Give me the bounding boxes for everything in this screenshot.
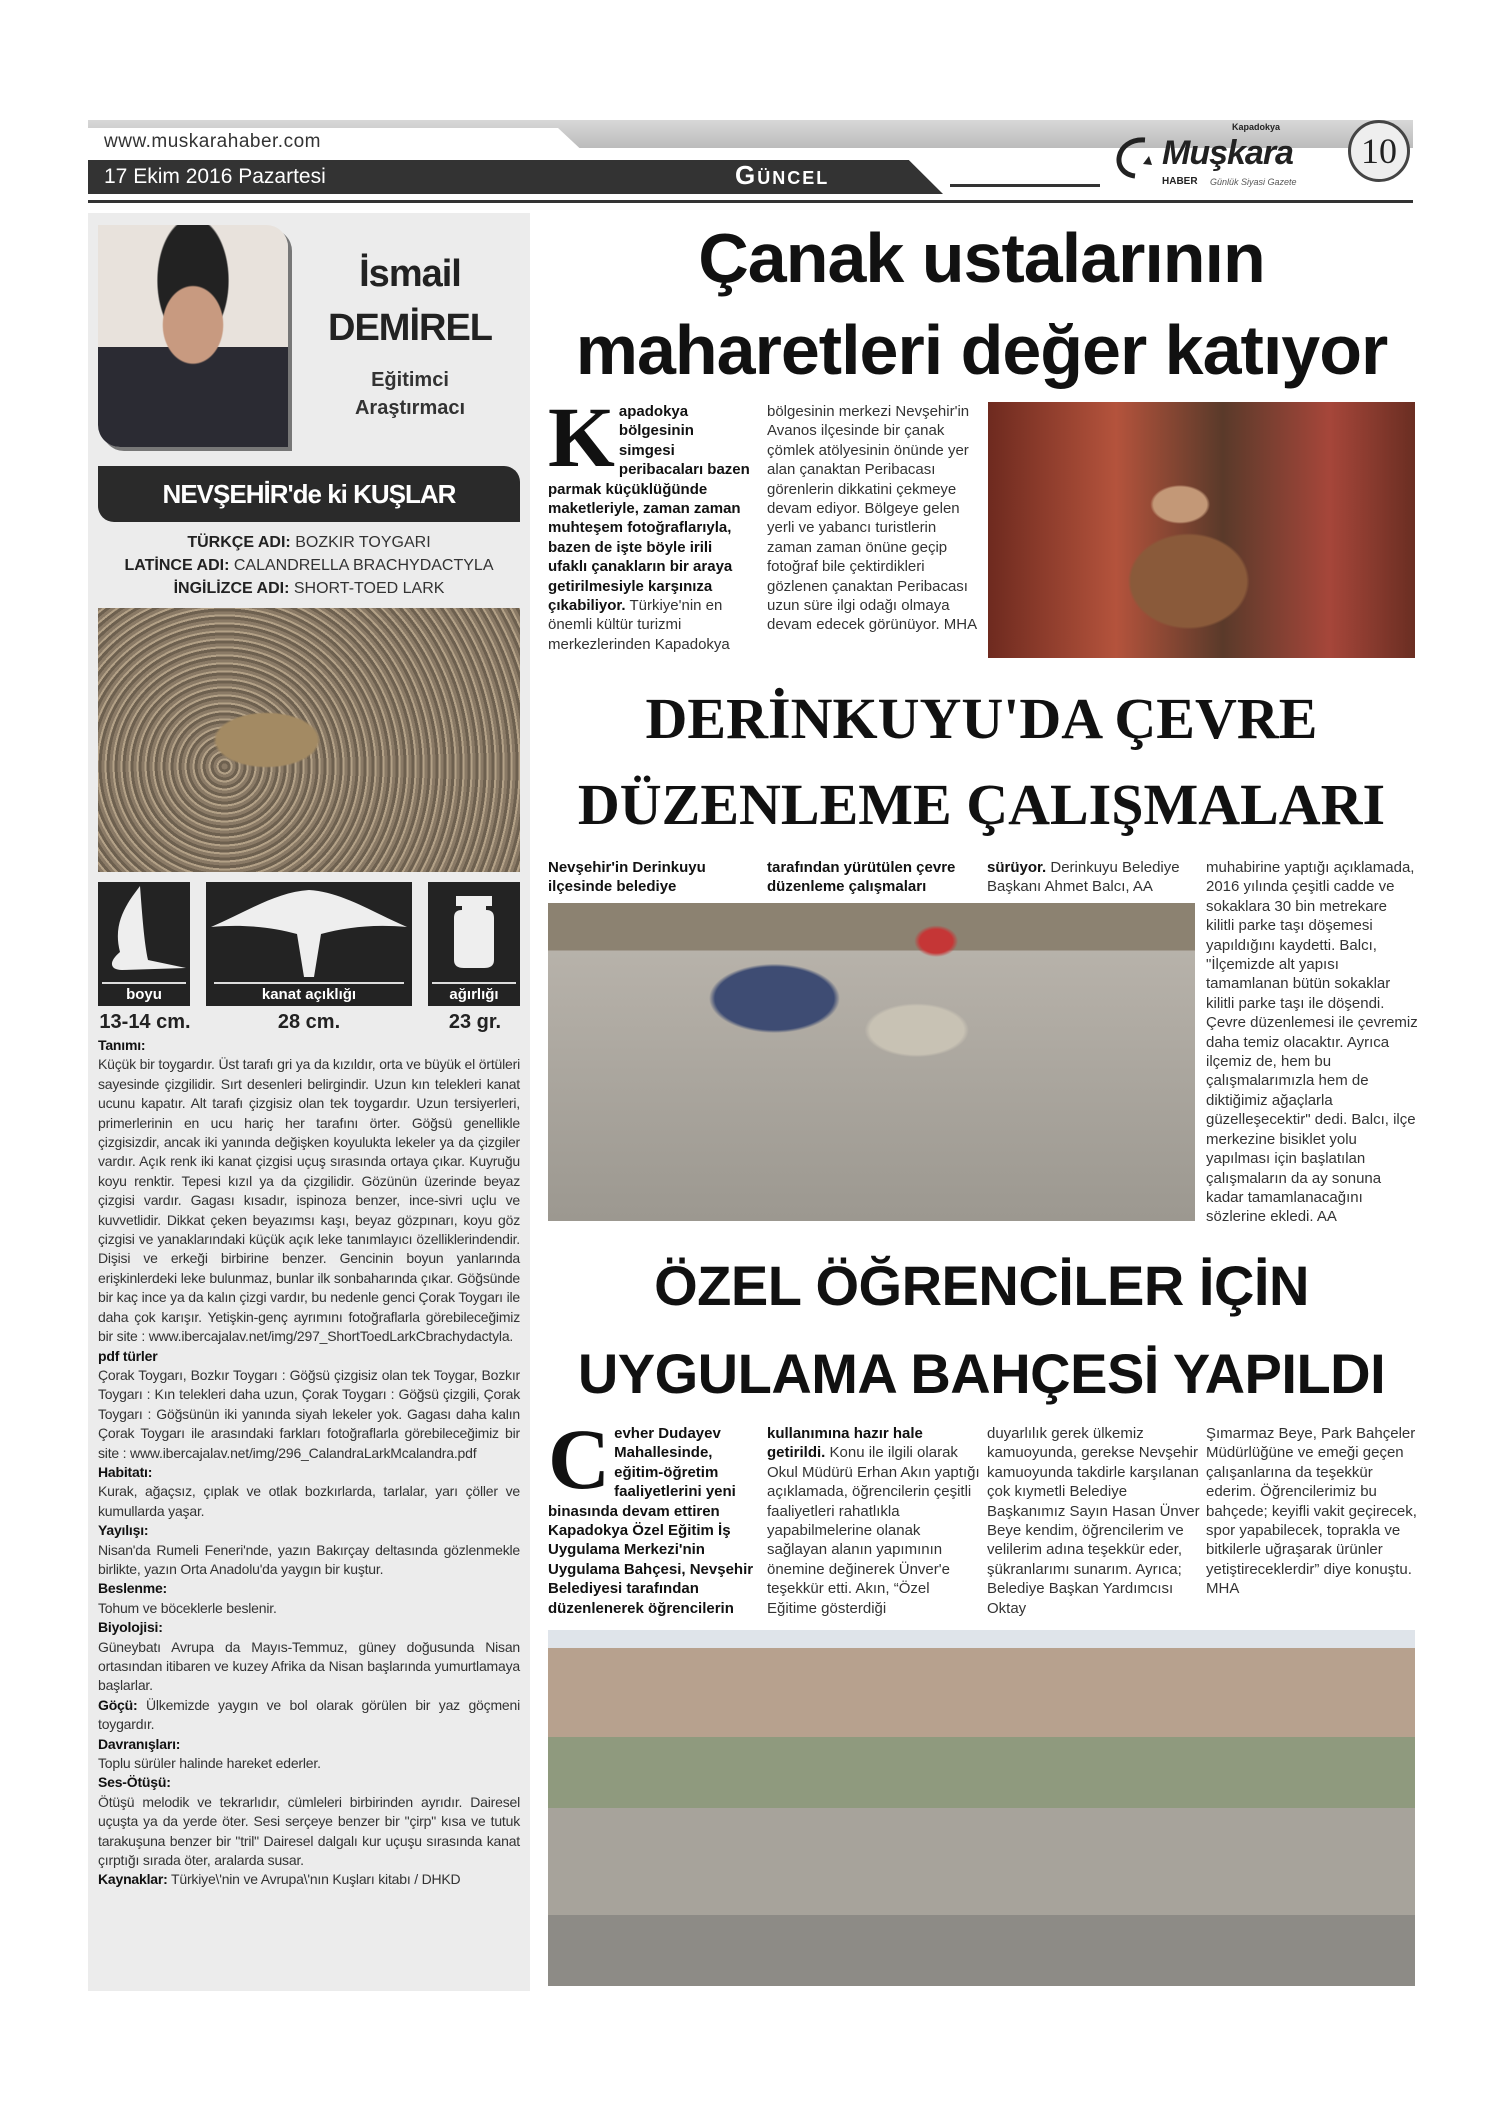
logo-name: Muşkara	[1162, 134, 1293, 172]
article-bahce-col2	[767, 1424, 982, 1618]
bird-section	[98, 1870, 520, 1889]
lead-text: Nevşehir'in Derinkuyu ilçesinde belediye	[548, 859, 706, 896]
logo-bird-icon	[1105, 128, 1165, 188]
author-photo	[98, 225, 288, 447]
section-text: Küçük bir toygardır. Üst tarafı gri ya da kızıldır, orta ve büyük el örtüleri sayesinde çizgilidir. Sırt desenleri belirgindir. Uzun kın telekleri kanat ucunu kapatır. Alt tarafı çizgisiz olan tek toygardır. Uzun tersiyerleri, primerlerinin en ucu hariç her tarafını örter. Göğsü genellikle çizgisizdir, ancak iki yanında değişken koyulukta lekeler ya da çizgiler vardır. Açık renk iki kanat çizgisi uçuş sırasında ortaya çıkar. Kuyruğu koyu renktir. Tepesi kızıl ya da çizgilidir. Gözünün üzerinde beyaz çizgisi vardır. Gagası kısadır, ispinoza benzer, ince-sivri uçlu ve kuvvetlidir. Dikkat çeken beyazımsı kaşı, beyaz gözpınarı, koyu göz çizgisi ve yanaklarındaki küçük açık leke tanımlayıcı özelliklerindendir. Dişisi ve erkeği birbirine benzer. Gencinin boyun yanlarında erişkinlerdeki leke bulunmaz, bunlar ilk sonbaharında çıkar. Göğsünde bir kaç ince ya da kalın çizgi vardır, bu nedenle genci Çorak Toygarı ile daha çok karışır. Yetişkin-genç ayrımını fotoğraflarla görebileceğimiz bir site : www.ibercajalav.net/img/297_ShortToedLarkCbrachydactyla.	[98, 1056, 520, 1345]
bird-section	[98, 1347, 520, 1463]
bird-section	[98, 1521, 520, 1579]
author-last-name: DEMİREL	[328, 307, 492, 349]
english-name: İNGİLİZCE ADI: SHORT-TOED LARK	[173, 580, 445, 597]
article-bahce-col1	[548, 1411, 760, 1618]
length-value: 13-14 cm.	[99, 1011, 191, 1033]
lead-text: kullanımına hazır hale getirildi.	[767, 1425, 923, 1462]
stat-label: kanat açıklığı	[214, 982, 404, 1004]
pottery-photo	[988, 402, 1415, 658]
section-text: Toplu sürüler halinde hareket ederler.	[98, 1755, 321, 1772]
weight-stat	[428, 882, 520, 1006]
body-text: Türkiye'nin en önemli kültür turizmi merkezlerinden Kapadokya	[548, 597, 730, 653]
bird-photo	[98, 608, 520, 872]
article-derinkuyu-col3	[987, 858, 1197, 897]
article-bahce-col4: Şımarmaz Beye, Park Bahçeler Müdürlüğüne ve emeği geçen çalışanlarına da teşekkür ederim. Öğrencilerimiz bu bahçede; keyifli vakit geçirecek, spor yapabilecek, toprakla ve bitkilerle uğraşarak ürünler yetiştireceklerdir” diye konuştu. MHA	[1206, 1425, 1417, 1598]
bird-section	[98, 1036, 520, 1347]
wingspan-stat	[206, 882, 412, 1006]
section-text: Ötüşü melodik ve tekrarlıdır, cümleleri birbirinden ayrıdır. Dairesel uçuşta ya da yerde öter. Sesi serçeye benzer bir "çirp" kısa ve tutuk tarakuşuna benzer bir "tril" Dairesel dalgalı kur uçuşu sırasında kanat çırptığı sırada öter, aralarda susar.	[98, 1793, 520, 1869]
column-title: NEVŞEHİR'de ki KUŞLAR	[162, 479, 456, 509]
section-title: Kaynaklar:	[98, 1871, 168, 1888]
paving-workers-photo	[548, 903, 1195, 1221]
article-bahce-col3: duyarlılık gerek ülkemiz kamuoyunda, gerekse Nevşehir kamuoyunda takdirle karşılanan çok kıymetli Belediye Başkanımız Sayın Hasan Ünver Beye kendim, öğrencilerim ve velilerim adına teşekkür eder, şükranlarımı sunarım. Ayrıca; Belediye Başkan Yardımcısı Oktay	[987, 1425, 1200, 1617]
site-url[interactable]: www.muskarahaber.com	[104, 131, 321, 152]
drop-cap: C	[548, 1411, 611, 1507]
weight-icon	[428, 882, 520, 982]
page-number: 10	[1348, 120, 1410, 182]
logo-haber: HABER	[1162, 176, 1198, 187]
section-title: Biyolojisi:	[98, 1619, 163, 1636]
article-canak-col1	[548, 389, 753, 654]
section-title: Ses-Ötüşü:	[98, 1774, 171, 1791]
headline-line: DERİNKUYU'DA ÇEVRE	[645, 686, 1318, 751]
logo-tagline: Günlük Siyasi Gazete	[1210, 177, 1297, 187]
section-text: Çorak Toygarı, Bozkır Toygarı : Göğsü çizgisiz olan tek Toygar, Bozkır Toygarı : Kın telekleri daha uzun, Çorak Toygarı : Göğsü çizgili, Çorak Toygarı : Göğsünün iki yanında siyah lekeler yok. Gagası daha kalın Çorak Toygarı ile arasındaki farkları fotoğraflarla görebileceğimiz bir site : www.ibercajalav.net/img/296_CalandraLarkMcalandra.pdf	[98, 1366, 520, 1461]
weight-value: 23 gr.	[448, 1011, 502, 1033]
article-derinkuyu-col1	[548, 858, 753, 897]
latin-name: LATİNCE ADI: CALANDRELLA BRACHYDACTYLA	[124, 557, 494, 574]
body-text: Konu ile ilgili olarak Okul Müdürü Erhan Akın yaptığı açıklamada, öğrencilerin çeşitli faaliyetleri rahatlıkla yapabilmelerine olanak sağlayan alanın yapımının önemine değinerek Ünver'e teşekkür etti. Akın, “Özel Eğitime gösterdiği	[767, 1444, 980, 1617]
bird-section	[98, 1463, 520, 1521]
bird-section	[98, 1618, 520, 1696]
article-derinkuyu-col2	[767, 858, 982, 897]
turkish-name: TÜRKÇE ADI: BOZKIR TOYGARI	[187, 534, 431, 551]
divider	[950, 184, 1100, 187]
section-text: Türkiye\'nin ve Avrupa\'nın Kuşları kitabı / DHKD	[171, 1871, 461, 1888]
headline-canak	[548, 212, 1415, 396]
wingspan-value: 28 cm.	[277, 1011, 341, 1033]
headline-derinkuyu	[548, 676, 1415, 848]
lead-text: apadokya bölgesinin simgesi peribacaları bazen parmak küçüklüğünde maketleriyle, zaman zaman muhteşem fotoğraflarıyla, bazen de işte böyle irili ufaklı çanakların bir araya getirilmesiyle karşınıza çıkabiliyor.	[548, 403, 750, 615]
author-first-name: İsmail	[359, 253, 461, 295]
logo-kapadokya: Kapadokya	[1232, 122, 1281, 132]
issue-date: 17 Ekim 2016 Pazartesi	[104, 165, 326, 188]
lead-text: sürüyor.	[987, 859, 1047, 876]
article-canak-col2: bölgesinin merkezi Nevşehir'in Avanos ilçesinde bir çanak çömlek atölyesinin önünde yer alan çanaktan Peribacası görenlerin dikkatini çekmeye devam ediyor. Bölgeye gelen yerli ve yabancı turistlerin zaman zaman önüne geçip fotoğraf bile çektirdikleri gözlenen çanaktan Peribacası uzun süre ilgi odağı olmaya devam edecek görünüyor. MHA	[767, 403, 978, 634]
article-derinkuyu-col4: muhabirine yaptığı açıklamada, 2016 yılında çeşitli cadde ve sokaklara 30 bin metrekare kilitli parke taşı döşemesi yapıldığını kaydetti. Balcı, "İlçemizde alt yapısı tamamlanan bütün sokaklar kilitli parke taşı ile döşendi. Çevre düzenlemesi ile çevremiz daha temiz olacaktır. Ayrıca ilçemiz de, hem bu çalışmalarımızla hem de diktiğimiz ağaçlarla güzelleşecektir" dedi. Balcı, ilçe merkezine bisiklet yolu yapılması için başlatılan çalışmaların da ay sonuna kadar tamamlanacağını sözlerine ekledi. AA	[1206, 859, 1418, 1226]
headline-line: Çanak ustalarının	[698, 219, 1265, 297]
bird-section	[98, 1696, 520, 1735]
garden-photo	[548, 1630, 1415, 1986]
section-title: Beslenme:	[98, 1580, 168, 1597]
body-text: Derinkuyu Belediye Başkanı Ahmet Balcı, AA	[987, 859, 1180, 896]
section-text: Güneybatı Avrupa da Mayıs-Temmuz, güney doğusunda Nisan ortasından itibaren ve kuzey Afrika da Nisan başlarında yumurtlamaya başlarlar.	[98, 1638, 520, 1694]
drop-cap: K	[548, 389, 615, 485]
divider	[88, 200, 1413, 203]
lead-text: evher Dudayev Mahallesinde, eğitim-öğretim faaliyetlerini yeni binasında devam ettiren Kapadokya Özel Eğitim İş Uygulama Merkezi'nin Uygulama Bahçesi, Nevşehir Belediyesi tarafından düzenlenerek öğrencilerin	[548, 1425, 754, 1617]
headline-line: UYGULAMA BAHÇESİ YAPILDI	[577, 1342, 1386, 1405]
section-title: Yayılışı:	[98, 1522, 149, 1539]
author-role: Eğitimci	[371, 369, 449, 391]
length-stat	[98, 882, 190, 1006]
headline-line: DÜZENLEME ÇALIŞMALARI	[577, 772, 1386, 837]
lead-text: tarafından yürütülen çevre düzenleme çalışmaları	[767, 859, 956, 896]
stat-label: ağırlığı	[432, 982, 517, 1004]
section-title: Göçü:	[98, 1696, 138, 1713]
section-title: pdf türler	[98, 1347, 158, 1364]
bird-section	[98, 1735, 520, 1774]
section-title: Davranışları:	[98, 1735, 181, 1752]
headline-line: ÖZEL ÖĞRENCİLER İÇİN	[654, 1254, 1309, 1317]
stat-label: boyu	[102, 982, 187, 1004]
author-role: Araştırmacı	[354, 397, 466, 419]
bird-description	[98, 1036, 520, 1890]
headline-bahce	[548, 1242, 1415, 1418]
section-title: Habitatı:	[98, 1463, 153, 1480]
section-text: Tohum ve böceklerle beslenir.	[98, 1599, 277, 1616]
standing-bird-icon	[98, 882, 190, 982]
headline-line: maharetleri değer katıyor	[575, 311, 1388, 389]
section-text: Ülkemizde yaygın ve bol olarak görülen bir yaz göçmeni toygardır.	[98, 1696, 520, 1733]
section-text: Kurak, ağaçsız, çıplak ve otlak bozkırlarda, tarlalar, yarı çöller ve kumullarda yaşar.	[98, 1483, 520, 1519]
section-text: Nisan'da Rumeli Feneri'nde, yazın Bakırçay deltasında gözlenmekle birlikte, yazın Orta Anadolu'da yaygın bir kuştur.	[98, 1541, 520, 1577]
bird-section	[98, 1773, 520, 1870]
bird-section	[98, 1579, 520, 1618]
flying-bird-icon	[206, 882, 412, 982]
section-label: Güncel	[735, 160, 830, 190]
section-title: Tanımı:	[98, 1037, 146, 1053]
